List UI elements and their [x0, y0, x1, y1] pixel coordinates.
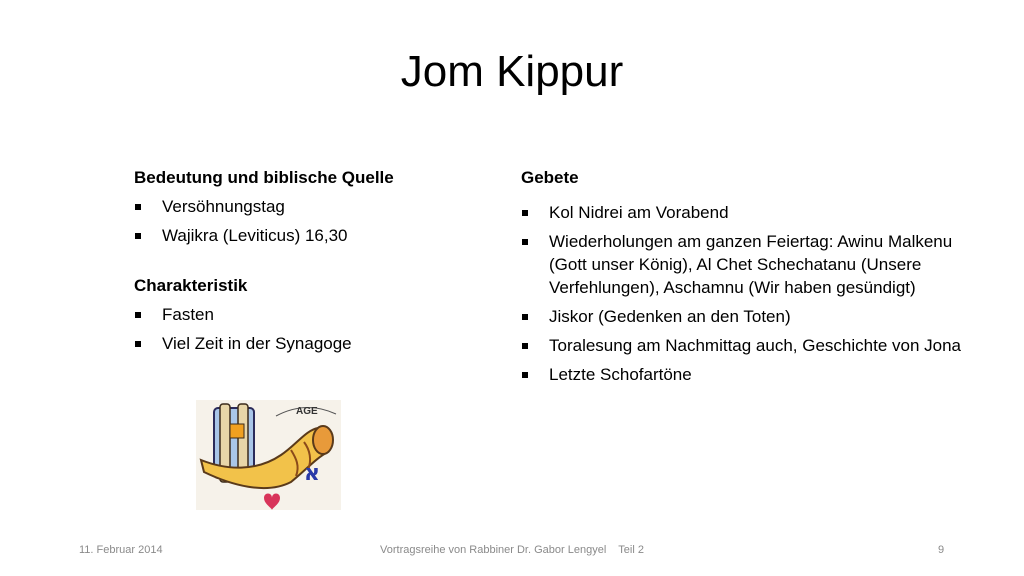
bullet-icon	[135, 204, 141, 210]
gebete-list	[521, 201, 981, 386]
shofar-torah-drawing	[196, 400, 341, 510]
section-heading-gebete: Gebete	[521, 168, 579, 187]
list-item-text: Toralesung am Nachmittag auch, Geschichte von Jona	[549, 336, 962, 355]
bullet-icon	[522, 210, 528, 216]
illustration-arc-text: AGE	[296, 406, 318, 417]
bullet-icon	[522, 372, 528, 378]
list-item	[521, 305, 981, 328]
list-item-text: Viel Zeit in der Synagoge	[162, 334, 352, 353]
bullet-icon	[522, 239, 528, 245]
right-column	[521, 166, 981, 386]
footer-center-text	[0, 544, 1024, 556]
list-item-text: Jiskor (Gedenken an den Toten)	[549, 307, 791, 326]
left-column	[134, 166, 464, 355]
list-item-text: Wajikra (Leviticus) 16,30	[162, 226, 348, 245]
list-item	[521, 201, 981, 224]
bullet-icon	[135, 233, 141, 239]
list-item	[134, 224, 464, 247]
slide-title: Jom Kippur	[400, 47, 624, 96]
charakteristik-list	[134, 303, 464, 355]
bullet-icon	[135, 341, 141, 347]
list-item	[134, 303, 464, 326]
list-item-text: Letzte Schofartöne	[549, 365, 692, 384]
bedeutung-list	[134, 195, 464, 247]
bullet-icon	[522, 343, 528, 349]
list-item-text: Fasten	[162, 305, 214, 324]
page-number: 9	[938, 544, 945, 556]
list-item-text: Wiederholungen am ganzen Feiertag: Awinu Malkenu (Gott unser König), Al Chet Schechatanu (Unsere Verfehlungen), Aschamnu (Wir haben gesündigt)	[549, 232, 953, 297]
shofar-torah-illustration	[196, 400, 341, 510]
footer-date: 11. Februar 2014	[79, 544, 163, 556]
section-heading-bedeutung: Bedeutung und biblische Quelle	[134, 168, 394, 187]
list-item	[521, 363, 981, 386]
section-heading-charakteristik: Charakteristik	[134, 276, 248, 295]
list-item	[521, 230, 981, 299]
list-item	[134, 332, 464, 355]
hebrew-letter: א	[304, 461, 321, 486]
footer-lecture-series: Vortragsreihe von Rabbiner Dr. Gabor Lengyel Teil 2	[380, 544, 644, 556]
bullet-icon	[135, 312, 141, 318]
list-item-text: Kol Nidrei am Vorabend	[549, 203, 729, 222]
list-item-text: Versöhnungstag	[162, 197, 285, 216]
list-item	[521, 334, 981, 357]
list-item	[134, 195, 464, 218]
bullet-icon	[522, 314, 528, 320]
